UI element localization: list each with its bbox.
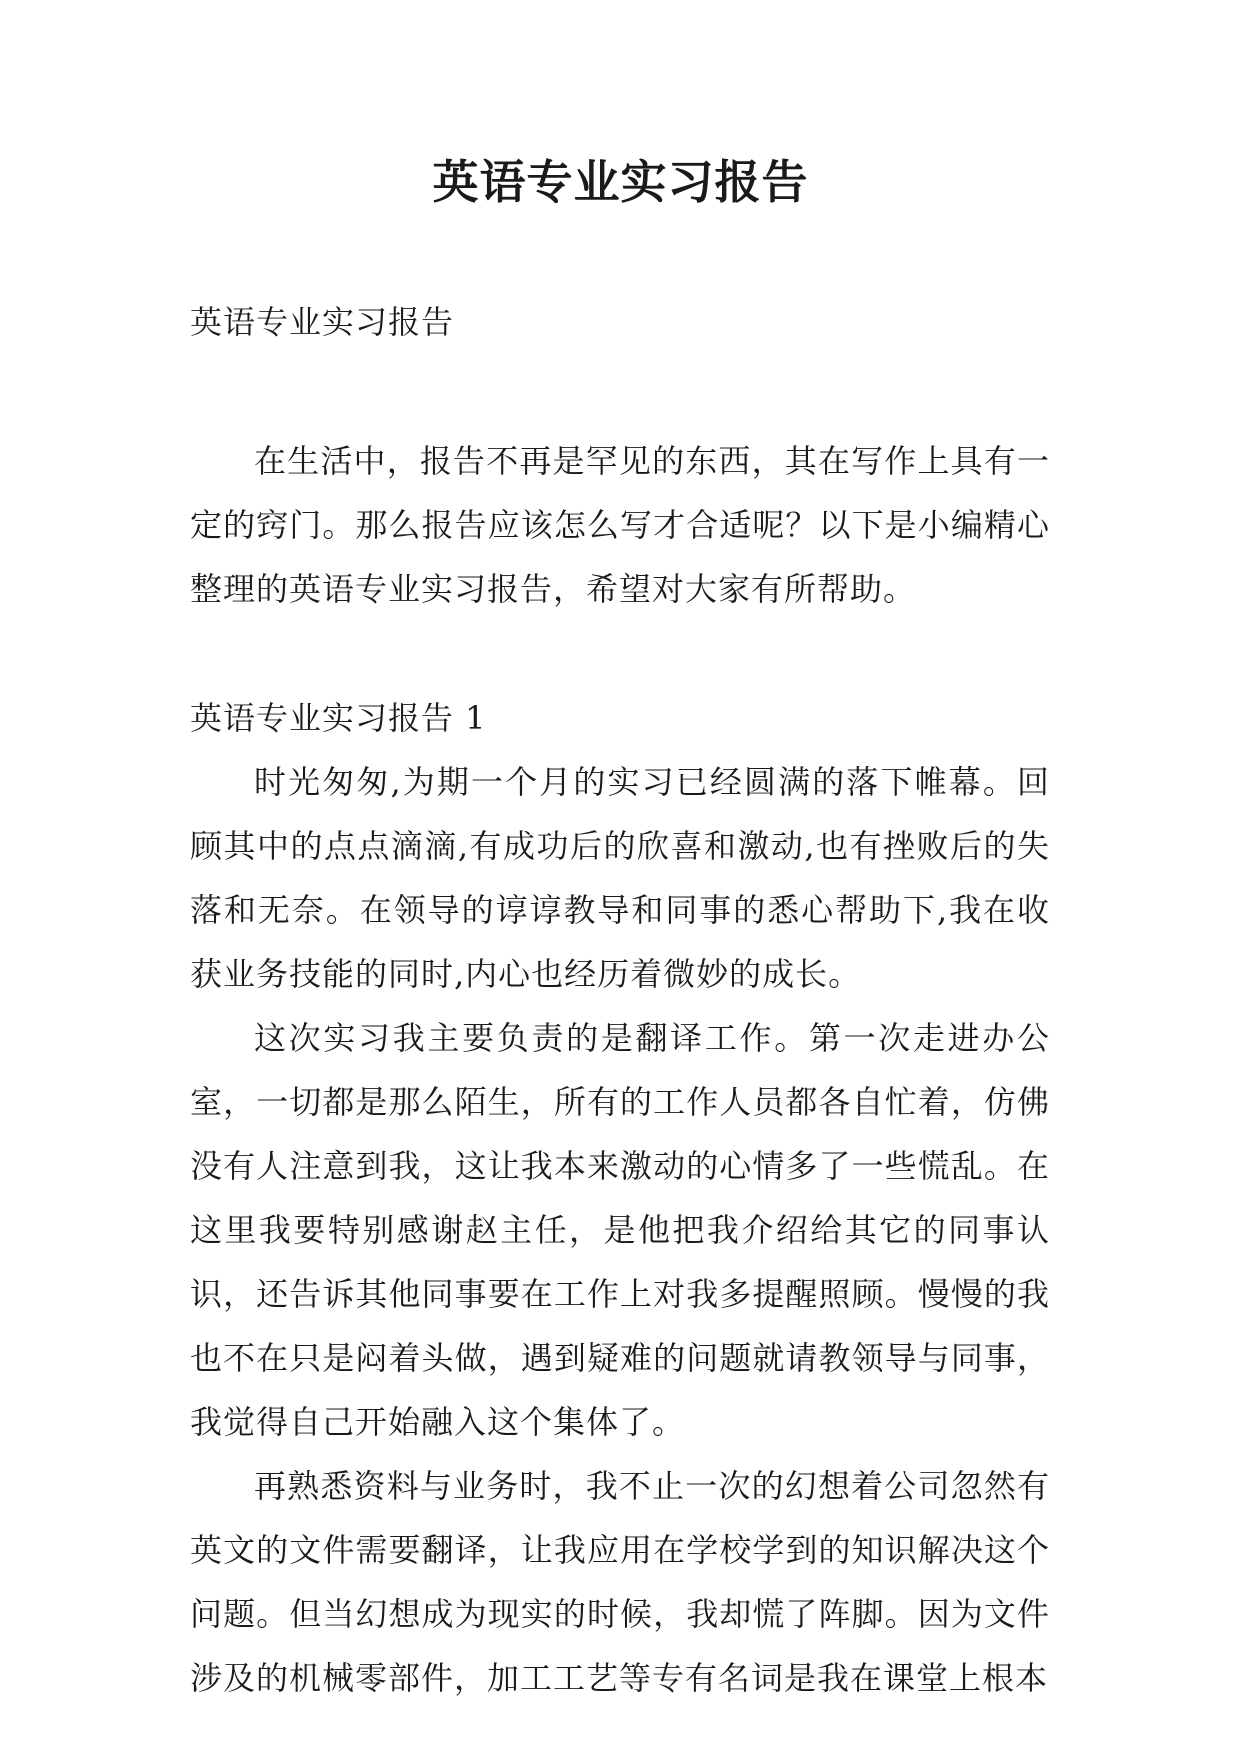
spacer — [190, 621, 1050, 686]
body-paragraph-1: 时光匆匆,为期一个月的实习已经圆满的落下帷幕。回顾其中的点点滴滴,有成功后的欣喜和激动,也有挫败后的失落和无奈。在领导的谆谆教导和同事的悉心帮助下,我在收获业务技能的同时,内心也经历着微妙的成长。 — [190, 763, 1050, 993]
document-title: 英语专业实习报告 — [432, 155, 809, 209]
section-heading: 英语专业实习报告 1 — [190, 699, 487, 737]
document-body — [190, 290, 1050, 1710]
document-subtitle: 英语专业实习报告 — [190, 303, 455, 341]
intro-paragraph: 在生活中，报告不再是罕见的东西，其在写作上具有一定的窍门。那么报告应该怎么写才合适呢？以下是小编精心整理的英语专业实习报告，希望对大家有所帮助。 — [190, 442, 1050, 608]
spacer — [190, 354, 1050, 429]
body-paragraph-3: 再熟悉资料与业务时，我不止一次的幻想着公司忽然有英文的文件需要翻译，让我应用在学校学到的知识解决这个问题。但当幻想成为现实的时候，我却慌了阵脚。因为文件涉及的机械零部件，加工工艺等专有名词是我在课堂上根本 — [190, 1467, 1050, 1697]
body-paragraph-2: 这次实习我主要负责的是翻译工作。第一次走进办公室，一切都是那么陌生，所有的工作人员都各自忙着，仿佛没有人注意到我，这让我本来激动的心情多了一些慌乱。在这里我要特别感谢赵主任，是他把我介绍给其它的同事认识，还告诉其他同事要在工作上对我多提醒照顾。慢慢的我也不在只是闷着头做，遇到疑难的问题就请教领导与同事，我觉得自己开始融入这个集体了。 — [190, 1019, 1050, 1441]
